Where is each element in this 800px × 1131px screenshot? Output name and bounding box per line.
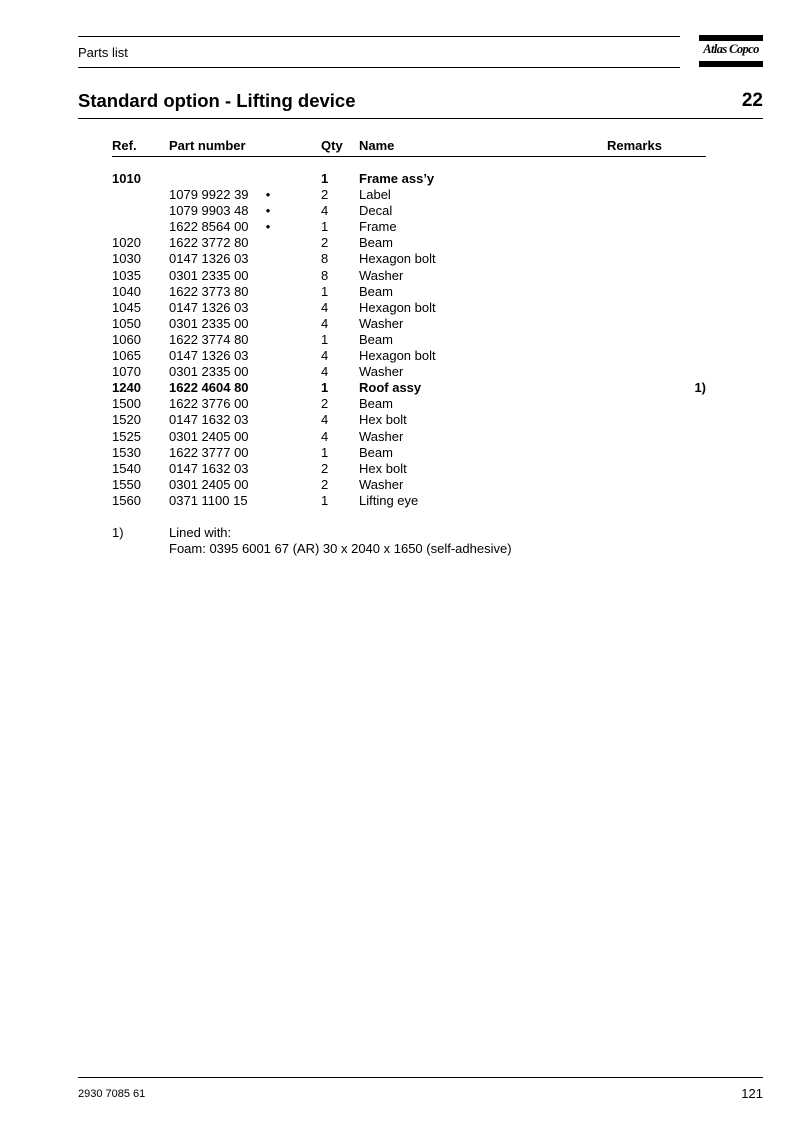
cell-ref: 1550 xyxy=(112,476,141,492)
cell-qty: 1 xyxy=(321,444,329,460)
table-row xyxy=(0,429,800,445)
logo-wordmark: Atlas Copco xyxy=(703,42,759,56)
cell-qty: 4 xyxy=(321,428,329,444)
cell-qty: 4 xyxy=(321,315,329,331)
cell-qty: 1 xyxy=(321,219,329,235)
cell-ref: 1020 xyxy=(112,235,141,251)
cell-ref: 1500 xyxy=(112,396,141,412)
cell-qty: 1 xyxy=(321,283,329,299)
cell-name: Label xyxy=(359,187,391,203)
cell-part-number: 0301 2405 00 xyxy=(169,476,249,492)
cell-qty: 4 xyxy=(321,299,329,315)
table-row xyxy=(0,332,800,348)
cell-qty: 2 xyxy=(321,187,329,203)
cell-qty: 4 xyxy=(321,348,329,364)
table-row xyxy=(0,316,800,332)
cell-part-number: 0147 1326 03 xyxy=(169,251,249,267)
cell-part-number: 0147 1632 03 xyxy=(169,412,249,428)
table-row xyxy=(0,477,800,493)
col-header-name: Name xyxy=(359,138,395,153)
cell-ref: 1520 xyxy=(112,412,141,428)
cell-part-number: 1622 3777 00 xyxy=(169,444,249,460)
cell-ref: 1530 xyxy=(112,444,141,460)
table-row xyxy=(0,300,800,316)
cell-ref: 1070 xyxy=(112,364,141,380)
cell-part-number: 1622 4604 80 xyxy=(169,380,249,396)
section-label: Parts list xyxy=(78,45,128,60)
cell-qty: 2 xyxy=(321,460,329,476)
table-row xyxy=(0,219,800,235)
cell-qty: 1 xyxy=(321,492,329,508)
page-title: Standard option - Lifting device xyxy=(78,90,356,111)
chapter-number: 22 xyxy=(741,90,763,111)
cell-part-number: 0301 2335 00 xyxy=(169,315,249,331)
col-header-remarks: Remarks xyxy=(607,138,662,153)
header-bottom-rule xyxy=(78,67,680,68)
table-row xyxy=(0,187,800,203)
cell-ref: 1560 xyxy=(112,492,141,508)
page-number: 121 xyxy=(741,1086,763,1101)
cell-ref: 1065 xyxy=(112,348,141,364)
cell-part-number: 1622 8564 00 xyxy=(169,219,249,235)
cell-ref: 1030 xyxy=(112,251,141,267)
table-row xyxy=(0,445,800,461)
cell-part-number: 1622 3776 00 xyxy=(169,396,249,412)
cell-qty: 2 xyxy=(321,235,329,251)
cell-marker: • xyxy=(265,187,271,203)
cell-name: Hexagon bolt xyxy=(359,251,436,267)
atlas-copco-logo xyxy=(699,35,763,67)
col-header-qty: Qty xyxy=(321,138,343,153)
note-number: 1) xyxy=(112,525,124,540)
cell-name: Beam xyxy=(359,396,393,412)
cell-ref: 1045 xyxy=(112,299,141,315)
cell-part-number: 1622 3774 80 xyxy=(169,331,249,347)
cell-name: Roof assy xyxy=(359,380,422,396)
cell-marker: • xyxy=(265,219,271,235)
cell-remarks: 1) xyxy=(694,380,706,396)
cell-ref: 1035 xyxy=(112,267,141,283)
table-row xyxy=(0,203,800,219)
table-row xyxy=(0,412,800,428)
cell-name: Washer xyxy=(359,364,404,380)
cell-part-number: 1622 3772 80 xyxy=(169,235,249,251)
cell-name: Beam xyxy=(359,331,393,347)
table-row xyxy=(0,235,800,251)
note-line-2: Foam: 0395 6001 67 (AR) 30 x 2040 x 1650 (self-adhesive) xyxy=(169,541,512,556)
document-number: 2930 7085 61 xyxy=(78,1088,146,1100)
title-rule xyxy=(78,118,763,119)
cell-part-number: 0371 1100 15 xyxy=(169,492,248,508)
note-line-1: Lined with: xyxy=(169,525,232,540)
col-header-ref: Ref. xyxy=(112,138,137,153)
cell-ref: 1040 xyxy=(112,283,141,299)
cell-qty: 4 xyxy=(321,203,329,219)
cell-name: Beam xyxy=(359,444,393,460)
cell-ref: 1050 xyxy=(112,315,141,331)
cell-name: Lifting eye xyxy=(359,492,419,508)
table-row xyxy=(0,364,800,380)
table-row xyxy=(0,461,800,477)
cell-name: Washer xyxy=(359,476,404,492)
table-row xyxy=(0,268,800,284)
cell-ref: 1525 xyxy=(112,428,141,444)
table-row xyxy=(0,380,800,396)
cell-qty: 8 xyxy=(321,267,329,283)
cell-ref: 1540 xyxy=(112,460,141,476)
cell-qty: 4 xyxy=(321,412,329,428)
table-row xyxy=(0,171,800,187)
logo-top-bar xyxy=(699,35,763,41)
cell-qty: 2 xyxy=(321,396,329,412)
cell-part-number: 0147 1326 03 xyxy=(169,348,249,364)
cell-marker: • xyxy=(265,203,271,219)
footer-rule xyxy=(78,1077,763,1078)
cell-qty: 1 xyxy=(321,380,329,396)
cell-name: Washer xyxy=(359,315,404,331)
cell-name: Hexagon bolt xyxy=(359,299,436,315)
cell-part-number: 1622 3773 80 xyxy=(169,283,249,299)
cell-part-number: 0147 1632 03 xyxy=(169,460,249,476)
cell-part-number: 0147 1326 03 xyxy=(169,299,249,315)
table-row xyxy=(0,396,800,412)
cell-qty: 2 xyxy=(321,476,329,492)
cell-qty: 1 xyxy=(321,331,329,347)
table-row xyxy=(0,284,800,300)
cell-name: Hexagon bolt xyxy=(359,348,436,364)
cell-name: Hex bolt xyxy=(359,412,407,428)
cell-name: Decal xyxy=(359,203,393,219)
table-header-rule xyxy=(112,156,706,157)
parts-table-body xyxy=(0,171,800,509)
table-row xyxy=(0,251,800,267)
cell-ref: 1240 xyxy=(112,380,141,396)
col-header-part-number: Part number xyxy=(169,138,246,153)
logo-bottom-bar xyxy=(699,61,763,67)
cell-name: Frame xyxy=(359,219,397,235)
cell-part-number: 0301 2335 00 xyxy=(169,364,249,380)
cell-part-number: 0301 2335 00 xyxy=(169,267,249,283)
cell-name: Hex bolt xyxy=(359,460,407,476)
cell-name: Washer xyxy=(359,428,404,444)
cell-name: Frame ass’y xyxy=(359,171,435,186)
header-top-rule xyxy=(78,36,680,37)
cell-ref: 1010 xyxy=(112,171,141,186)
cell-part-number: 1079 9922 39 xyxy=(169,187,249,203)
cell-name: Beam xyxy=(359,235,393,251)
cell-part-number: 0301 2405 00 xyxy=(169,428,249,444)
cell-part-number: 1079 9903 48 xyxy=(169,203,249,219)
table-row xyxy=(0,493,800,509)
cell-name: Beam xyxy=(359,283,393,299)
table-row xyxy=(0,348,800,364)
cell-qty: 1 xyxy=(321,171,329,186)
cell-ref: 1060 xyxy=(112,331,141,347)
cell-qty: 4 xyxy=(321,364,329,380)
cell-name: Washer xyxy=(359,267,404,283)
cell-qty: 8 xyxy=(321,251,329,267)
